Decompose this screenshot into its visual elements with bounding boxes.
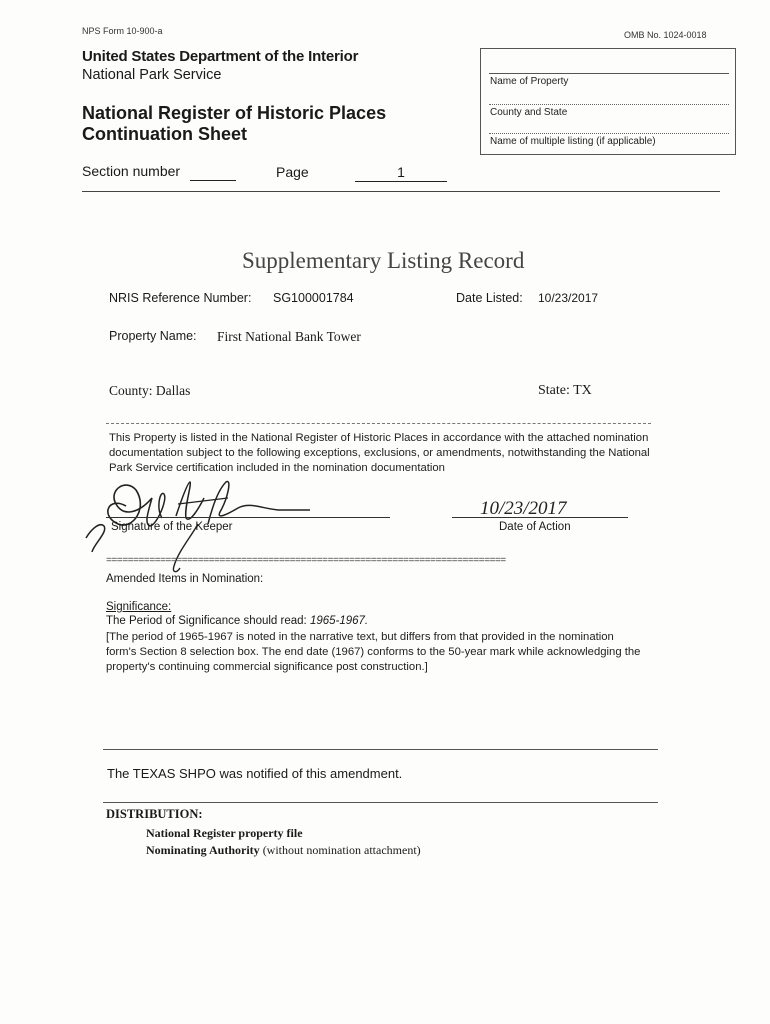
period-of-significance xyxy=(106,615,368,627)
property-info-box xyxy=(480,48,736,155)
continuation-title: Continuation Sheet xyxy=(82,124,247,144)
county-state-label: County and State xyxy=(490,107,568,118)
agency-name: National Park Service xyxy=(82,67,222,83)
date-listed-label: Date Listed: xyxy=(456,291,523,305)
signature-line xyxy=(106,517,390,518)
nris-value: SG100001784 xyxy=(273,291,354,305)
shpo-notice: The TEXAS SHPO was notified of this amendment. xyxy=(107,766,403,781)
significance-heading: Significance: xyxy=(106,601,172,613)
distribution-heading: DISTRIBUTION: xyxy=(106,807,203,821)
department-name: United States Department of the Interior xyxy=(82,48,359,65)
svg-text:10/23/2017: 10/23/2017 xyxy=(480,498,567,519)
property-name-label: Property Name: xyxy=(109,329,197,343)
period-label: The Period of Significance should read: xyxy=(106,615,307,627)
page-label: Page xyxy=(276,164,309,180)
multiple-listing-label: Name of multiple listing (if applicable) xyxy=(490,136,656,147)
name-of-property-line xyxy=(489,73,729,74)
page-field-line xyxy=(355,181,447,182)
divider-middle xyxy=(103,749,658,750)
multiple-listing-line xyxy=(489,133,729,134)
record-title: Supplementary Listing Record xyxy=(242,248,525,273)
distribution-item-nominating-authority: Nominating Authority (without nomination attachment) xyxy=(146,843,421,857)
amendment-note: [The period of 1965-1967 is noted in the narrative text, but differs from that provided in the nomination form's Section 8 selection box. The end date (1967) conforms to the 50-year mark while acknowledging the property's continuing commercial significance post construction.] xyxy=(106,631,641,673)
divider-lower xyxy=(103,802,658,803)
date-of-action-label: Date of Action xyxy=(499,521,571,533)
property-name-value: First National Bank Tower xyxy=(217,329,361,344)
name-of-property-label: Name of Property xyxy=(490,76,569,87)
date-listed-value: 10/23/2017 xyxy=(538,291,599,305)
section-number-field xyxy=(190,180,236,181)
form-id: NPS Form 10-900-a xyxy=(82,26,163,36)
dashed-divider xyxy=(106,423,651,424)
handwritten-date xyxy=(478,497,598,519)
section-number-label: Section number xyxy=(82,163,181,179)
certification-text: This Property is listed in the National Register of Historic Places in accordance with the attached nomination documentation subject to the following exceptions, exclusions, or amendments, notwithstanding the National Park Service certification included in the nomination documentation xyxy=(109,432,650,474)
period-value: 1965-1967. xyxy=(309,615,369,627)
nris-label: NRIS Reference Number: xyxy=(109,291,252,305)
header-divider xyxy=(82,191,720,192)
county-state-line xyxy=(489,104,729,105)
state: State: TX xyxy=(538,383,592,398)
register-title: National Register of Historic Places xyxy=(82,103,387,123)
equals-separator: ========================================================================== xyxy=(106,556,506,567)
distribution-item-property-file: National Register property file xyxy=(146,826,303,840)
signature-label: Signature of the Keeper xyxy=(111,521,233,533)
county: County: Dallas xyxy=(109,383,191,398)
omb-number: OMB No. 1024-0018 xyxy=(624,30,707,40)
date-of-action-line xyxy=(452,517,628,518)
page-number: 1 xyxy=(397,164,405,180)
amended-items-label: Amended Items in Nomination: xyxy=(106,573,264,585)
